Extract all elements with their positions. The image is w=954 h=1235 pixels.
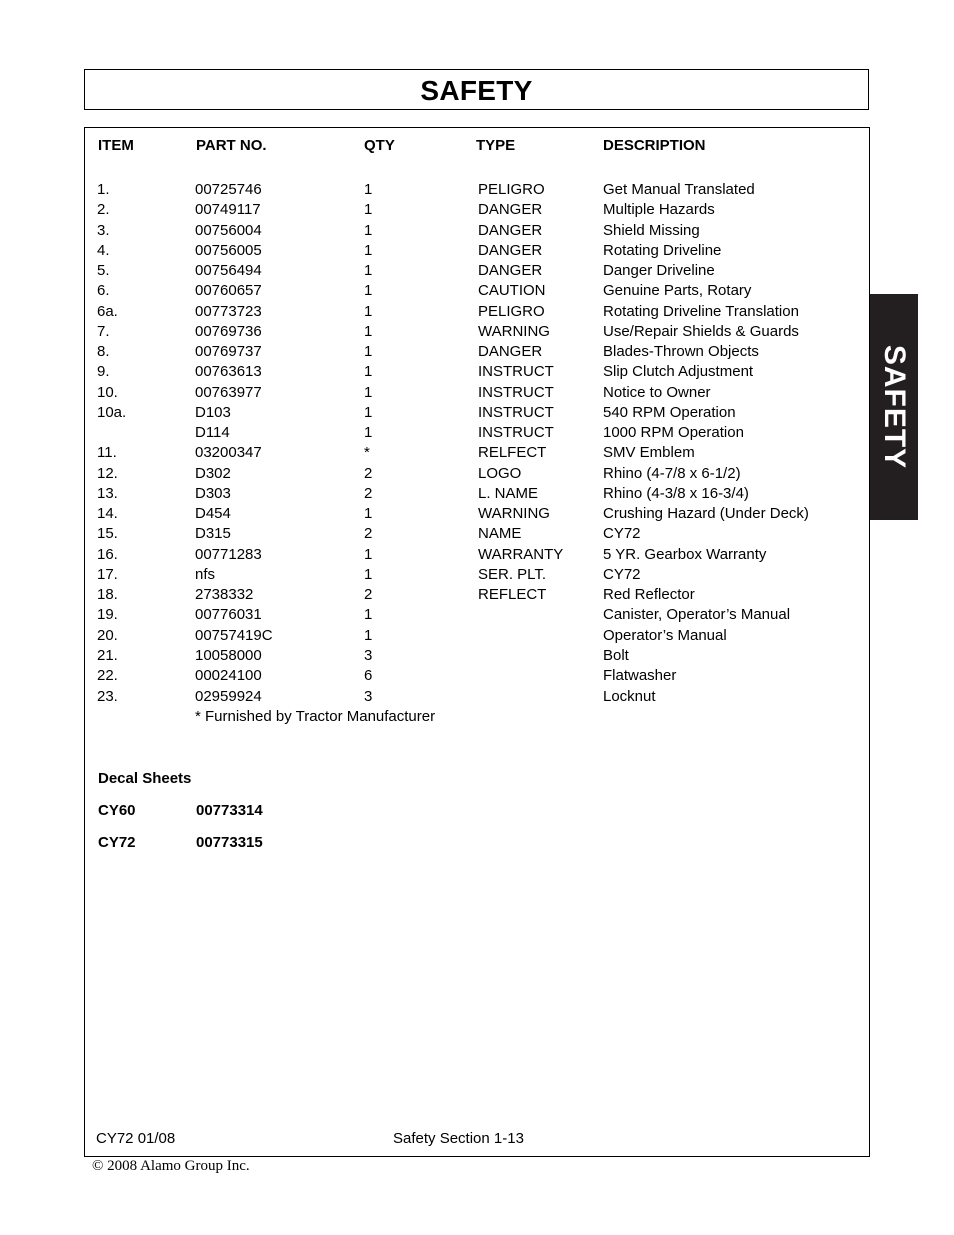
- cell-item-number: 20.: [97, 627, 118, 644]
- cell-item-number: 11.: [97, 444, 117, 461]
- cell-decal-type: DANGER: [478, 201, 543, 218]
- cell-description: Rotating Driveline: [603, 242, 722, 259]
- cell-quantity: 2: [364, 465, 373, 482]
- cell-quantity: 1: [364, 282, 373, 299]
- cell-description: Canister, Operator’s Manual: [603, 606, 791, 623]
- cell-quantity: 1: [364, 222, 373, 239]
- cell-quantity: 1: [364, 242, 373, 259]
- cell-quantity: 1: [364, 384, 373, 401]
- cell-decal-type: WARNING: [478, 323, 550, 340]
- cell-decal-type: SER. PLT.: [478, 566, 547, 583]
- cell-quantity: 1: [364, 566, 373, 583]
- cell-item-number: 15.: [97, 525, 118, 542]
- cell-part-number: D103: [195, 404, 231, 421]
- footer-model-date: CY72 01/08: [96, 1130, 176, 1147]
- cell-part-number: 00763613: [195, 363, 262, 380]
- cell-description: Rhino (4-3/8 x 16-3/4): [603, 485, 749, 502]
- cell-quantity: 1: [364, 404, 373, 421]
- side-tab-label: SAFETY: [877, 344, 911, 470]
- decal-sheet-model: CY72: [98, 834, 136, 851]
- section-side-tab: [869, 294, 918, 520]
- cell-decal-type: DANGER: [478, 262, 543, 279]
- cell-item-number: 5.: [97, 262, 110, 279]
- cell-part-number: 00749117: [195, 201, 261, 218]
- cell-description: Bolt: [603, 647, 629, 664]
- cell-item-number: 13.: [97, 485, 118, 502]
- cell-part-number: 02959924: [195, 688, 262, 705]
- cell-quantity: 1: [364, 363, 373, 380]
- cell-description: Red Reflector: [603, 586, 695, 603]
- cell-description: SMV Emblem: [603, 444, 695, 461]
- cell-description: Slip Clutch Adjustment: [603, 363, 754, 380]
- cell-part-number: D302: [195, 465, 231, 482]
- cell-description: Blades-Thrown Objects: [603, 343, 759, 360]
- table-footnote: * Furnished by Tractor Manufacturer: [195, 708, 436, 725]
- cell-quantity: 1: [364, 303, 373, 320]
- cell-quantity: 2: [364, 525, 373, 542]
- cell-part-number: D315: [195, 525, 231, 542]
- cell-part-number: 00773723: [195, 303, 262, 320]
- cell-part-number: 2738332: [195, 586, 254, 603]
- cell-item-number: 14.: [97, 505, 118, 522]
- cell-item-number: 17.: [97, 566, 118, 583]
- decal-sheet-model: CY60: [98, 802, 136, 819]
- cell-item-number: 7.: [97, 323, 110, 340]
- cell-description: Get Manual Translated: [603, 181, 755, 198]
- cell-item-number: 22.: [97, 667, 118, 684]
- cell-quantity: 1: [364, 606, 373, 623]
- copyright-notice: © 2008 Alamo Group Inc.: [92, 1158, 250, 1174]
- decal-sheet-part: 00773315: [196, 834, 263, 851]
- cell-decal-type: NAME: [478, 525, 522, 542]
- decal-sheets-heading: Decal Sheets: [98, 770, 192, 787]
- cell-decal-type: INSTRUCT: [478, 404, 554, 421]
- cell-decal-type: INSTRUCT: [478, 384, 554, 401]
- cell-description: Rotating Driveline Translation: [603, 303, 799, 320]
- cell-part-number: 00769736: [195, 323, 262, 340]
- cell-quantity: 1: [364, 424, 373, 441]
- cell-decal-type: WARNING: [478, 505, 550, 522]
- cell-item-number: 21.: [97, 647, 118, 664]
- cell-quantity: 1: [364, 627, 373, 644]
- cell-decal-type: WARRANTY: [478, 546, 564, 563]
- cell-part-number: 10058000: [195, 647, 262, 664]
- decal-sheet-part: 00773314: [196, 802, 263, 819]
- cell-decal-type: RELFECT: [478, 444, 547, 461]
- cell-quantity: 1: [364, 546, 373, 563]
- cell-quantity: 1: [364, 201, 373, 218]
- cell-description: Multiple Hazards: [603, 201, 715, 218]
- cell-item-number: 10.: [97, 384, 118, 401]
- cell-part-number: 00756494: [195, 262, 262, 279]
- cell-quantity: 2: [364, 586, 373, 603]
- cell-part-number: 00757419C: [195, 627, 273, 644]
- cell-description: Operator’s Manual: [603, 627, 727, 644]
- cell-part-number: 00024100: [195, 667, 262, 684]
- cell-item-number: 10a.: [97, 404, 127, 421]
- cell-part-number: 00760657: [195, 282, 262, 299]
- cell-decal-type: REFLECT: [478, 586, 547, 603]
- cell-item-number: 18.: [97, 586, 118, 603]
- page-title-box: [84, 69, 869, 110]
- cell-description: Danger Driveline: [603, 262, 715, 279]
- page-title: SAFETY: [420, 75, 533, 106]
- cell-part-number: 00756005: [195, 242, 262, 259]
- cell-part-number: 00763977: [195, 384, 262, 401]
- cell-part-number: 00756004: [195, 222, 262, 239]
- cell-item-number: 8.: [97, 343, 110, 360]
- cell-description: Genuine Parts, Rotary: [603, 282, 752, 299]
- cell-decal-type: L. NAME: [478, 485, 539, 502]
- cell-part-number: D303: [195, 485, 231, 502]
- cell-quantity: 1: [364, 505, 373, 522]
- cell-decal-type: DANGER: [478, 222, 543, 239]
- cell-description: Crushing Hazard (Under Deck): [603, 505, 809, 522]
- cell-quantity: *: [364, 444, 370, 461]
- cell-part-number: 00769737: [195, 343, 262, 360]
- footer-section-page: Safety Section 1-13: [393, 1130, 524, 1147]
- cell-item-number: 23.: [97, 688, 118, 705]
- cell-decal-type: CAUTION: [478, 282, 546, 299]
- cell-decal-type: PELIGRO: [478, 181, 545, 198]
- cell-quantity: 3: [364, 688, 373, 705]
- cell-item-number: 9.: [97, 363, 110, 380]
- cell-part-number: 00725746: [195, 181, 262, 198]
- cell-description: Rhino (4-7/8 x 6-1/2): [603, 465, 741, 482]
- cell-part-number: 00771283: [195, 546, 262, 563]
- cell-quantity: 1: [364, 343, 373, 360]
- cell-description: 1000 RPM Operation: [603, 424, 744, 441]
- cell-item-number: 2.: [97, 201, 110, 218]
- cell-description: Shield Missing: [603, 222, 700, 239]
- cell-item-number: 3.: [97, 222, 110, 239]
- cell-description: Locknut: [603, 688, 656, 705]
- column-header-decal-type: TYPE: [476, 137, 516, 154]
- cell-part-number: 03200347: [195, 444, 262, 461]
- cell-quantity: 3: [364, 647, 373, 664]
- cell-item-number: 19.: [97, 606, 118, 623]
- column-header-description: DESCRIPTION: [603, 137, 706, 154]
- cell-quantity: 6: [364, 667, 373, 684]
- cell-item-number: 6a.: [97, 303, 118, 320]
- cell-decal-type: DANGER: [478, 343, 543, 360]
- cell-decal-type: LOGO: [478, 465, 522, 482]
- cell-decal-type: DANGER: [478, 242, 543, 259]
- cell-item-number: 6.: [97, 282, 110, 299]
- cell-description: 5 YR. Gearbox Warranty: [603, 546, 767, 563]
- cell-description: 540 RPM Operation: [603, 404, 736, 421]
- cell-quantity: 2: [364, 485, 373, 502]
- cell-quantity: 1: [364, 323, 373, 340]
- cell-decal-type: INSTRUCT: [478, 363, 554, 380]
- cell-decal-type: INSTRUCT: [478, 424, 554, 441]
- cell-decal-type: PELIGRO: [478, 303, 545, 320]
- cell-part-number: D114: [195, 424, 230, 441]
- cell-part-number: nfs: [195, 566, 216, 583]
- cell-part-number: 00776031: [195, 606, 262, 623]
- cell-description: Notice to Owner: [603, 384, 711, 401]
- column-header-quantity: QTY: [364, 137, 395, 154]
- cell-description: Use/Repair Shields & Guards: [603, 323, 799, 340]
- cell-description: Flatwasher: [603, 667, 677, 684]
- cell-item-number: 1.: [97, 181, 110, 198]
- cell-item-number: 12.: [97, 465, 118, 482]
- cell-quantity: 1: [364, 262, 373, 279]
- cell-item-number: 4.: [97, 242, 110, 259]
- column-header-item-number: ITEM: [98, 137, 134, 154]
- cell-item-number: 16.: [97, 546, 118, 563]
- column-header-part-number: PART NO.: [196, 137, 267, 154]
- cell-quantity: 1: [364, 181, 373, 198]
- cell-part-number: D454: [195, 505, 231, 522]
- cell-description: CY72: [603, 566, 641, 583]
- cell-description: CY72: [603, 525, 641, 542]
